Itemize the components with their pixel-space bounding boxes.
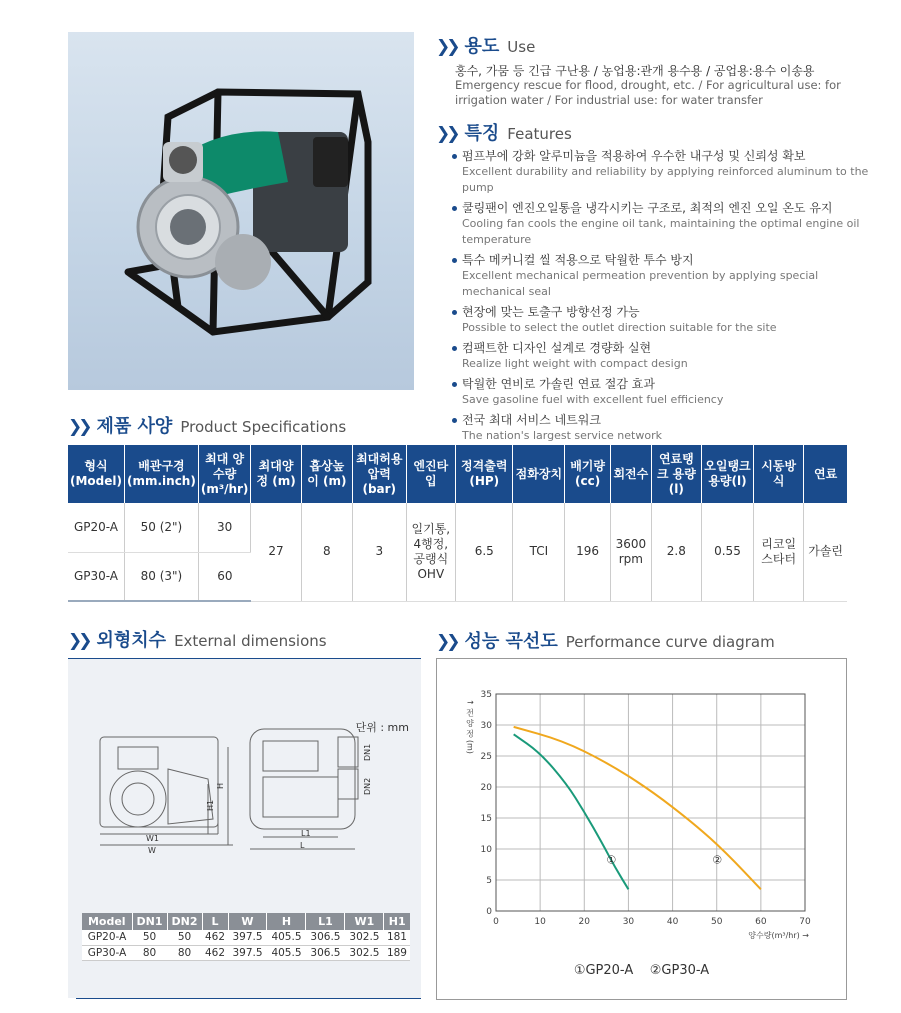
y-tick-label: 30 <box>480 721 492 731</box>
dim-header: W <box>228 913 267 930</box>
dimension-header-row <box>82 913 410 930</box>
spec-cell-pressure: 3 <box>353 503 407 601</box>
feature-ko: 컴팩트한 디자인 설계로 경량화 실현 <box>462 341 652 355</box>
spec-header: 흡상높이 (m) <box>301 445 352 503</box>
dimension-table <box>82 913 410 961</box>
specs-title-en: Product Specifications <box>180 418 347 436</box>
feature-item <box>452 148 872 196</box>
dim-cell: 80 <box>167 945 202 960</box>
spec-header: 배기량 (cc) <box>565 445 611 503</box>
spec-header: 배관구경 (mm.inch) <box>124 445 198 503</box>
spec-cell-fuel-tank: 2.8 <box>651 503 701 601</box>
feature-item <box>452 340 872 372</box>
dim-header: H1 <box>384 913 410 930</box>
specs-table <box>68 445 847 602</box>
use-text-en: Emergency rescue for flood, drought, etc. / For agricultural use: for irrigation water / For industrial use: for water transfer <box>455 78 841 107</box>
performance-title <box>436 627 775 653</box>
feature-en: Excellent durability and reliability by applying reinforced aluminum to the pump <box>462 165 869 194</box>
dim-cell: 405.5 <box>267 930 306 945</box>
specs-title-ko: 제품 사양 <box>96 416 173 437</box>
specs-title <box>68 412 346 438</box>
spec-cell-flow: 30 <box>198 503 251 552</box>
y-tick-label: 20 <box>480 783 492 793</box>
dim-cell: GP20-A <box>82 930 132 945</box>
x-tick-label: 40 <box>666 917 679 927</box>
features-title-ko: 특징 <box>464 123 500 144</box>
spec-cell-displacement: 196 <box>565 503 611 601</box>
spec-header: 회전수 <box>610 445 651 503</box>
spec-cell-start: 리코일 스타터 <box>754 503 804 601</box>
spec-header: 최대양정 (m) <box>251 445 301 503</box>
dimension-drawing <box>68 659 421 909</box>
y-tick-label: 10 <box>480 845 492 855</box>
use-title-en: Use <box>507 38 536 56</box>
dim-cell: 306.5 <box>306 945 345 960</box>
performance-panel <box>436 658 847 1000</box>
spec-header: 연료탱크 용량(l) <box>651 445 701 503</box>
dim-header: Model <box>82 913 132 930</box>
dim-cell: 80 <box>132 945 167 960</box>
dim-label-l: L <box>300 841 305 850</box>
dim-label-l1: L1 <box>301 829 311 838</box>
feature-en: The nation's largest service network <box>462 429 662 442</box>
use-text-ko: 홍수, 가뭄 등 긴급 구난용 / 농업용:관개 용수용 / 공업용:용수 이송용 <box>455 64 815 78</box>
series-line-2 <box>514 727 761 889</box>
dim-label-dn1: DN1 <box>363 743 372 761</box>
dim-header: H <box>267 913 306 930</box>
spec-cell-fuel: 가솔린 <box>804 503 847 601</box>
spec-cell-power: 6.5 <box>456 503 513 601</box>
feature-ko: 특수 메커니컬 씰 적용으로 탁월한 투수 방지 <box>462 253 694 267</box>
table-row <box>68 503 847 552</box>
dim-cell: 50 <box>167 930 202 945</box>
plot-frame <box>496 694 805 911</box>
dim-cell: 397.5 <box>228 945 267 960</box>
dim-header: W1 <box>345 913 384 930</box>
feature-item <box>452 304 872 336</box>
dim-cell: 462 <box>202 930 228 945</box>
feature-ko: 펌프부에 강화 알루미늄을 적용하여 우수한 내구성 및 신뢰성 확보 <box>462 149 806 163</box>
dim-cell: 50 <box>132 930 167 945</box>
external-title-ko: 외형치수 <box>96 630 167 651</box>
unit-label: 단위 : mm <box>355 721 409 734</box>
dim-cell: 405.5 <box>267 945 306 960</box>
double-chevron-icon: ❯❯ <box>68 417 89 437</box>
spec-cell-rpm: 3600 rpm <box>610 503 651 601</box>
y-tick-label: 15 <box>480 814 492 824</box>
performance-title-en: Performance curve diagram <box>565 633 775 651</box>
spec-cell-pipe: 50 (2") <box>124 503 198 552</box>
feature-ko: 전국 최대 서비스 네트워크 <box>462 413 601 427</box>
feature-item <box>452 200 872 248</box>
spec-header: 최대허용 압력(bar) <box>353 445 407 503</box>
double-chevron-icon: ❯❯ <box>436 124 457 144</box>
spec-cell-engine: 일기통, 4행정, 공랭식 OHV <box>406 503 456 601</box>
feature-ko: 현장에 맞는 토출구 방향선정 가능 <box>462 305 640 319</box>
feature-en: Cooling fan cools the engine oil tank, maintaining the optimal engine oil temperature <box>462 217 860 246</box>
double-chevron-icon: ❯❯ <box>436 37 457 57</box>
feature-item <box>452 412 872 444</box>
x-tick-label: 70 <box>799 917 811 927</box>
x-tick-label: 50 <box>710 917 723 927</box>
spec-header: 엔진타입 <box>406 445 456 503</box>
table-row <box>82 930 410 945</box>
spec-cell-model: GP20-A <box>68 503 124 552</box>
spec-header: 오일탱크 용량(l) <box>701 445 753 503</box>
dim-header: DN2 <box>167 913 202 930</box>
spec-header: 최대 양수량 (m³/hr) <box>198 445 251 503</box>
spec-header: 연료 <box>804 445 847 503</box>
specs-header-row <box>68 445 847 503</box>
use-title <box>436 32 535 58</box>
divider <box>76 998 421 999</box>
feature-en: Excellent mechanical permeation prevention by applying special mechanical seal <box>462 269 819 298</box>
features-title <box>436 119 572 145</box>
features-list <box>452 148 872 448</box>
x-tick-label: 0 <box>493 917 499 927</box>
spec-cell-flow: 60 <box>198 552 251 601</box>
feature-en: Save gasoline fuel with excellent fuel efficiency <box>462 393 724 406</box>
dim-label-w1: W1 <box>146 834 159 843</box>
external-title <box>68 626 327 652</box>
spec-cell-pipe: 80 (3") <box>124 552 198 601</box>
curve-label: ② <box>712 853 723 867</box>
product-photo <box>68 32 414 390</box>
dim-label-h: H <box>216 782 225 789</box>
feature-en: Realize light weight with compact design <box>462 357 688 370</box>
x-tick-label: 10 <box>534 917 546 927</box>
spec-header: 정격출력 (HP) <box>456 445 513 503</box>
y-tick-label: 0 <box>486 907 492 917</box>
table-row <box>82 945 410 960</box>
dim-cell: 181 <box>384 930 410 945</box>
feature-ko: 쿨링팬이 엔진오일통을 냉각시키는 구조로, 최적의 엔진 오일 온도 유지 <box>462 201 833 215</box>
dim-header: DN1 <box>132 913 167 930</box>
dim-cell: 462 <box>202 945 228 960</box>
y-tick-label: 35 <box>480 690 492 700</box>
dim-label-dn2: DN2 <box>363 777 372 795</box>
features-title-en: Features <box>507 125 572 143</box>
feature-item <box>452 252 872 300</box>
y-tick-label: 25 <box>480 752 492 762</box>
dim-cell: 306.5 <box>306 930 345 945</box>
feature-en: Possible to select the outlet direction suitable for the site <box>462 321 777 334</box>
spec-cell-oil-tank: 0.55 <box>701 503 753 601</box>
feature-item <box>452 376 872 408</box>
dim-label-h1: H1 <box>206 799 215 811</box>
spec-header: 시동방식 <box>754 445 804 503</box>
performance-title-ko: 성능 곡선도 <box>464 631 558 652</box>
x-tick-label: 60 <box>755 917 767 927</box>
spec-cell-ignition: TCI <box>513 503 565 601</box>
dim-cell: 302.5 <box>345 945 384 960</box>
x-tick-label: 30 <box>622 917 635 927</box>
dim-cell: 397.5 <box>228 930 267 945</box>
feature-ko: 탁월한 연비로 가솔린 연료 절감 효과 <box>462 377 655 391</box>
spec-cell-suction: 8 <box>301 503 352 601</box>
performance-chart <box>437 659 846 949</box>
dim-cell: GP30-A <box>82 945 132 960</box>
x-axis-label: 양수량(m³/hr) → <box>748 931 809 940</box>
y-tick-label: 5 <box>486 876 492 886</box>
external-title-en: External dimensions <box>174 632 327 650</box>
y-axis-label: ↑ 전 양 정 (m) <box>465 699 475 754</box>
chart-legend: ①GP20-A ②GP30-A <box>573 963 710 978</box>
spec-cell-model: GP30-A <box>68 552 124 601</box>
double-chevron-icon: ❯❯ <box>436 632 457 652</box>
double-chevron-icon: ❯❯ <box>68 631 89 651</box>
spec-header: 형식 (Model) <box>68 445 124 503</box>
dim-header: L <box>202 913 228 930</box>
x-tick-label: 20 <box>578 917 591 927</box>
dim-header: L1 <box>306 913 345 930</box>
spec-cell-head: 27 <box>251 503 301 601</box>
dim-label-w: W <box>148 846 156 855</box>
dim-cell: 302.5 <box>345 930 384 945</box>
curve-label: ① <box>606 853 617 867</box>
spec-header: 점화장치 <box>513 445 565 503</box>
dim-cell: 189 <box>384 945 410 960</box>
use-title-ko: 용도 <box>464 36 500 57</box>
